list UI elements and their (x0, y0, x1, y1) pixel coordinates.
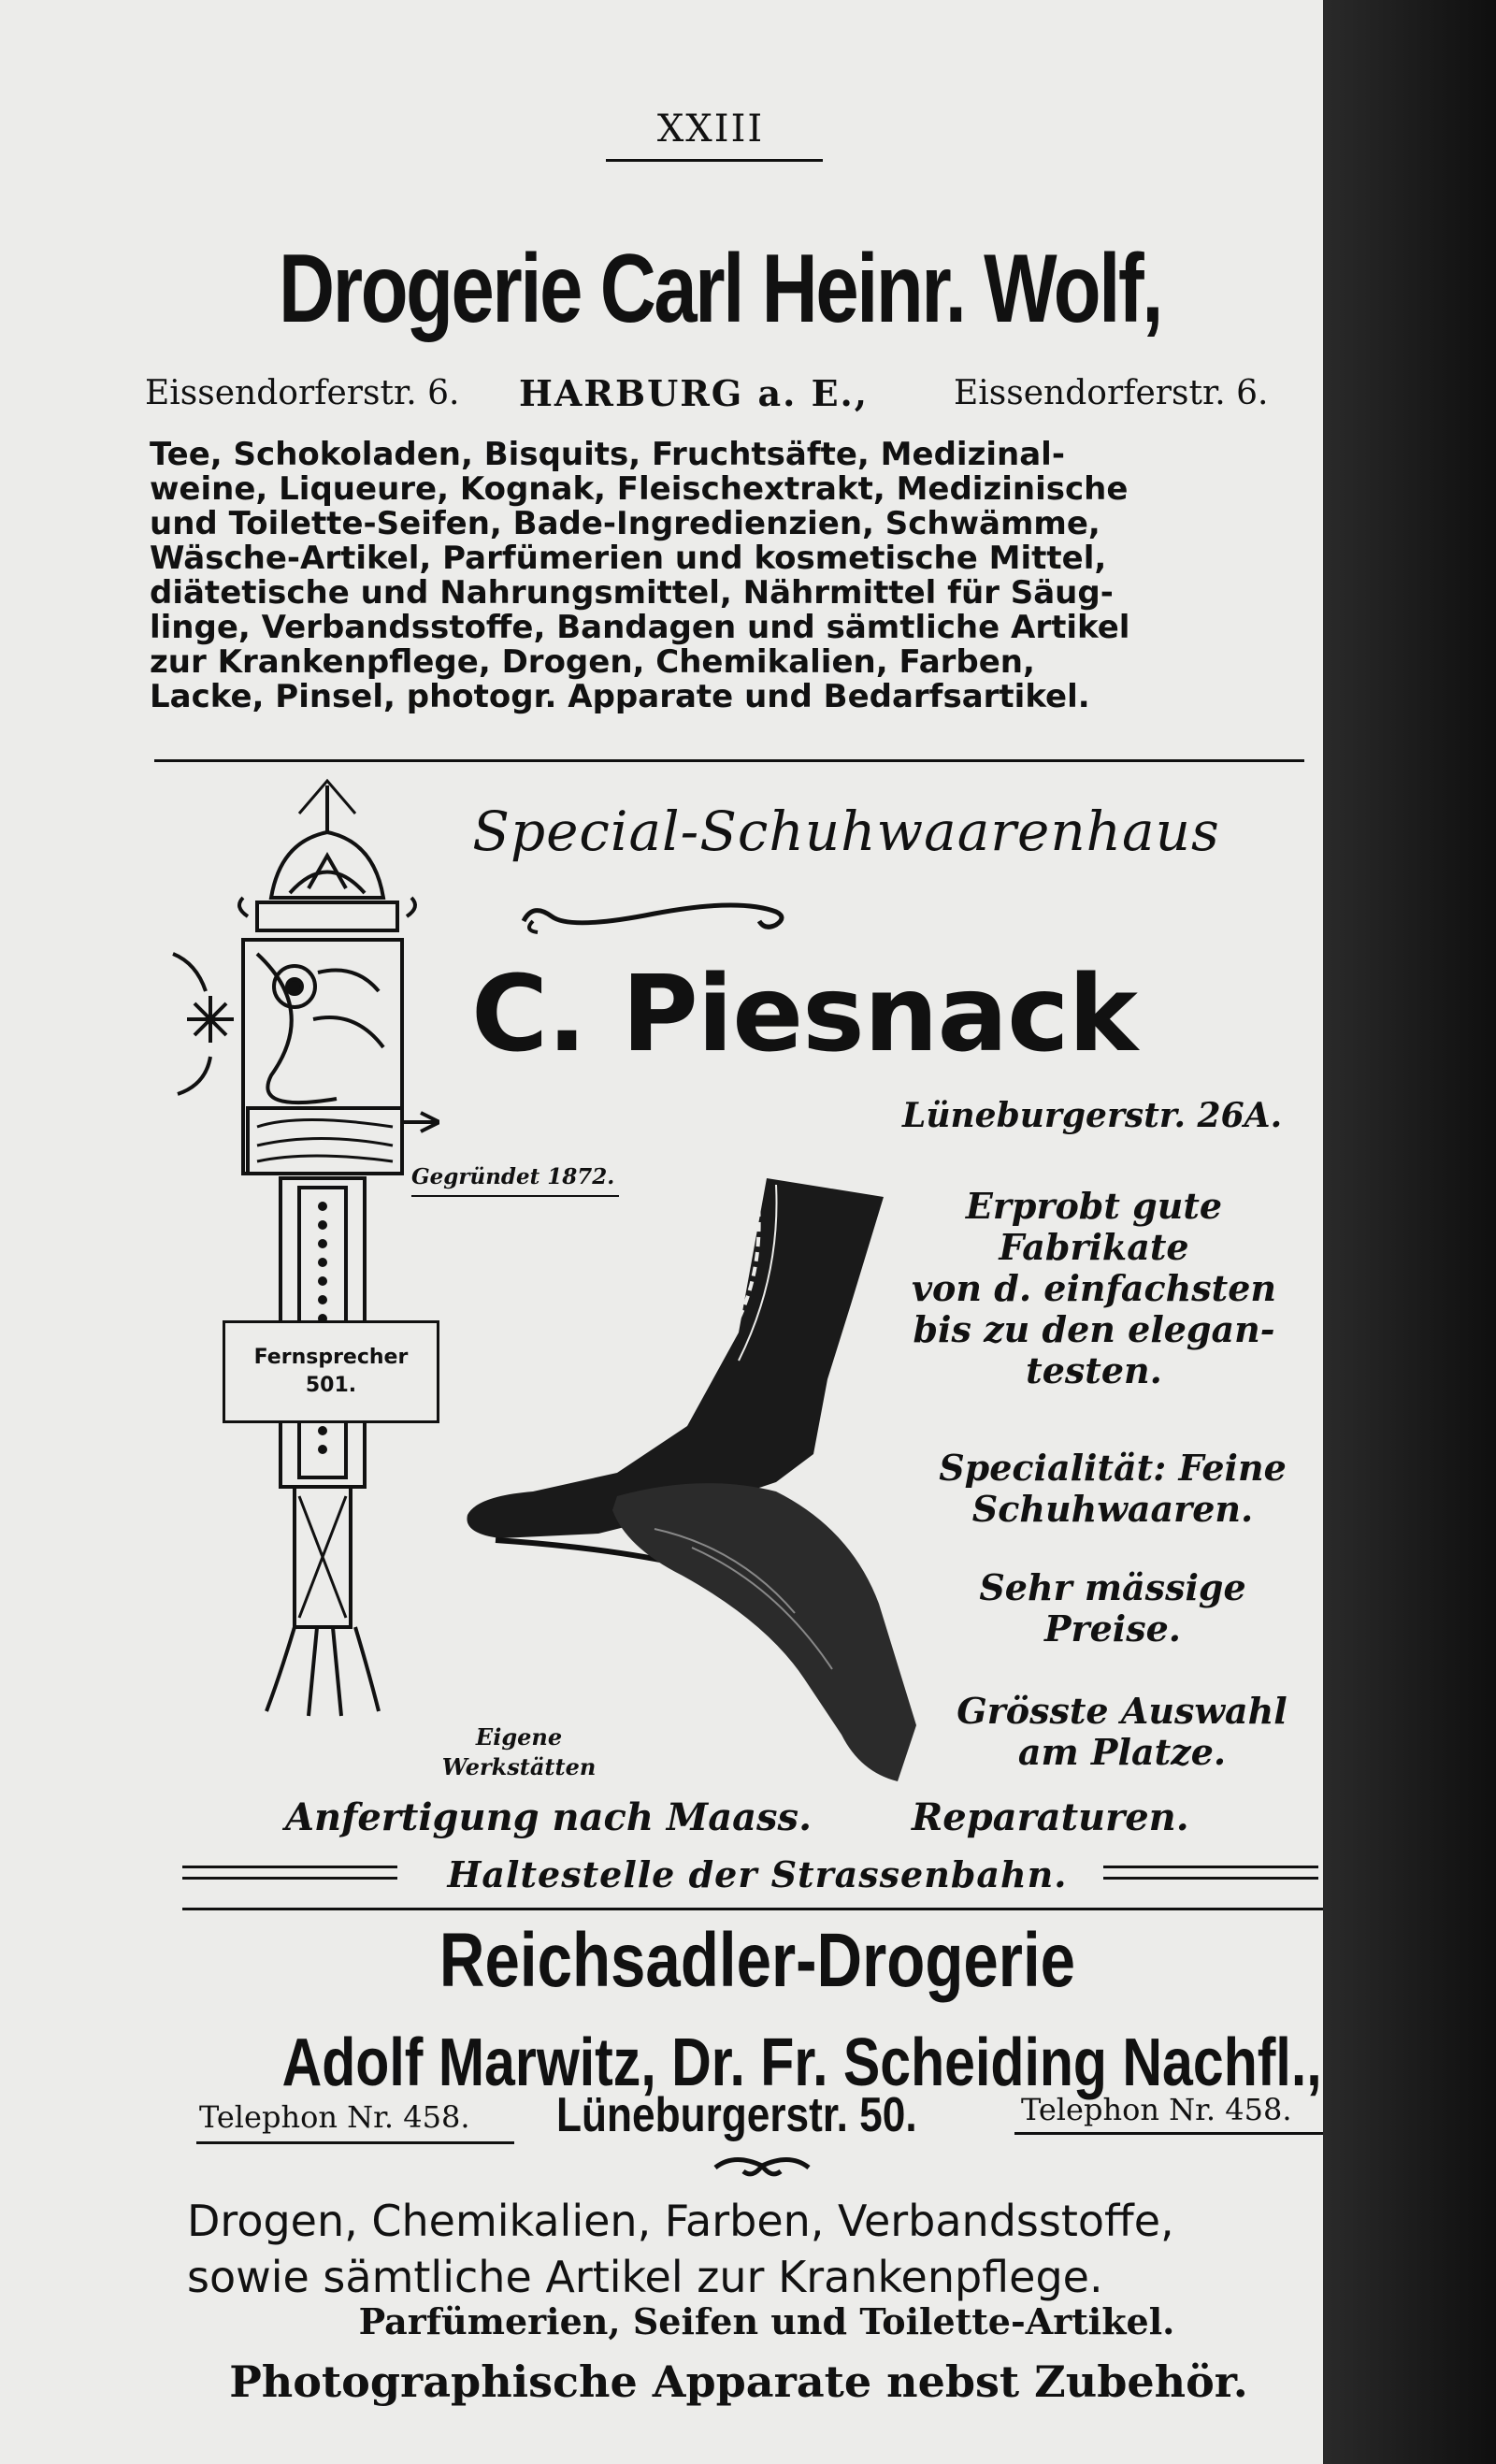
goods-line: und Toilette-Seifen, Bade-Ingredienzien, Schwämme, (150, 505, 1100, 542)
claim-line: Preise. (1043, 1607, 1181, 1650)
workshops-line: Eigene (475, 1723, 563, 1751)
telephone-underline (196, 2141, 514, 2144)
double-rule-left (182, 1866, 397, 1868)
claim-line: testen. (1026, 1349, 1162, 1391)
double-rule-right (1103, 1866, 1318, 1868)
telephone-underline (1014, 2132, 1332, 2135)
claim-line: Sehr mässige (979, 1566, 1246, 1608)
double-rule-left (182, 1877, 397, 1880)
workshops-line: Werkstätten (441, 1753, 597, 1780)
goods-line: Lacke, Pinsel, photogr. Apparate und Bedarfsartikel. (150, 678, 1090, 715)
claim-line: Grösste Auswahl (957, 1690, 1287, 1732)
ad2-custom-made: Anfertigung nach Maass. (285, 1795, 812, 1839)
claim-line: Schuhwaaren. (971, 1488, 1254, 1530)
ad2-speciality (916, 1448, 1309, 1530)
double-rule-right (1103, 1877, 1318, 1880)
claim-line: Erprobt gute (965, 1185, 1223, 1227)
ad2-quality-claim (898, 1186, 1290, 1391)
claim-line: Fabrikate (999, 1226, 1189, 1268)
claim-line: am Platze. (1017, 1731, 1227, 1773)
ad3-products (187, 2193, 1337, 2305)
products-line: sowie sämtliche Artikel zur Krankenpflege. (187, 2252, 1103, 2302)
art-nouveau-pillar-ornament (168, 776, 439, 1721)
goods-line: diätetische und Nahrungsmittel, Nährmittel für Säug- (150, 574, 1114, 612)
ad2-prices (935, 1567, 1290, 1650)
boot-illustration (458, 1174, 926, 1791)
claim-line: bis zu den elegan- (913, 1308, 1275, 1350)
book-edge (1323, 0, 1496, 2464)
divider-rule (182, 1908, 1332, 1910)
ornament-flourish (514, 893, 795, 940)
ad3-owner: Adolf Marwitz, Dr. Fr. Scheiding Nachfl., (281, 2025, 1322, 2100)
ad1-goods-list (150, 438, 1304, 714)
ad2-founded: Gegründet 1872. (411, 1164, 615, 1189)
ad3-street: Lüneburgerstr. 50. (556, 2088, 917, 2142)
ad3-telephone-left: Telephon Nr. 458. (199, 2099, 470, 2135)
divider-rule (154, 759, 1304, 762)
products-line: Drogen, Chemikalien, Farben, Verbandsstoffe, (187, 2196, 1174, 2246)
ad3-perfumes: Parfümerien, Seifen und Toilette-Artikel. (358, 2300, 1175, 2342)
ad2-tram-stop: Haltestelle der Strassenbahn. (447, 1853, 1068, 1895)
ad2-company-name: C. Piesnack (470, 954, 1138, 1075)
ad2-selection (921, 1691, 1323, 1773)
goods-line: Tee, Schokoladen, Bisquits, Fruchtsäfte, Medizinal- (150, 436, 1065, 473)
ad1-title: Drogerie Carl Heinr. Wolf, (279, 235, 1161, 343)
goods-line: Wäsche-Artikel, Parfümerien und kosmetische Mittel, (150, 540, 1107, 577)
ad1-address-left: Eissendorferstr. 6. (145, 374, 460, 412)
ad3-title: Reichsadler-Drogerie (439, 1918, 1076, 2003)
ad2-repairs: Reparaturen. (912, 1795, 1189, 1839)
claim-line: Specialität: Feine (939, 1447, 1287, 1489)
page-number: XXIII (656, 108, 765, 151)
ad1-city: HARBURG a. E., (519, 372, 869, 414)
goods-line: zur Krankenpflege, Drogen, Chemikalien, Farben, (150, 643, 1035, 681)
goods-line: weine, Liqueure, Kognak, Fleischextrakt, Medizinische (150, 470, 1129, 508)
phone-number: 501. (305, 1374, 357, 1397)
ad3-telephone-right: Telephon Nr. 458. (1021, 2092, 1292, 2127)
phone-label: Fernsprecher (253, 1346, 409, 1369)
ad2-street: Lüneburgerstr. 26A. (902, 1096, 1283, 1135)
ad3-photo-equipment: Photographische Apparate nebst Zubehör. (229, 2356, 1248, 2407)
ad1-address-right: Eissendorferstr. 6. (954, 374, 1269, 412)
claim-line: von d. einfachsten (911, 1267, 1277, 1309)
ad2-heading: Special-Schuhwaarenhaus (472, 800, 1220, 863)
phone-box (223, 1320, 439, 1423)
ad2-workshops (439, 1722, 598, 1782)
page-number-rule (606, 159, 823, 162)
ornament-flourish (711, 2151, 813, 2181)
goods-line: linge, Verbandsstoffe, Bandagen und sämtliche Artikel (150, 609, 1130, 646)
